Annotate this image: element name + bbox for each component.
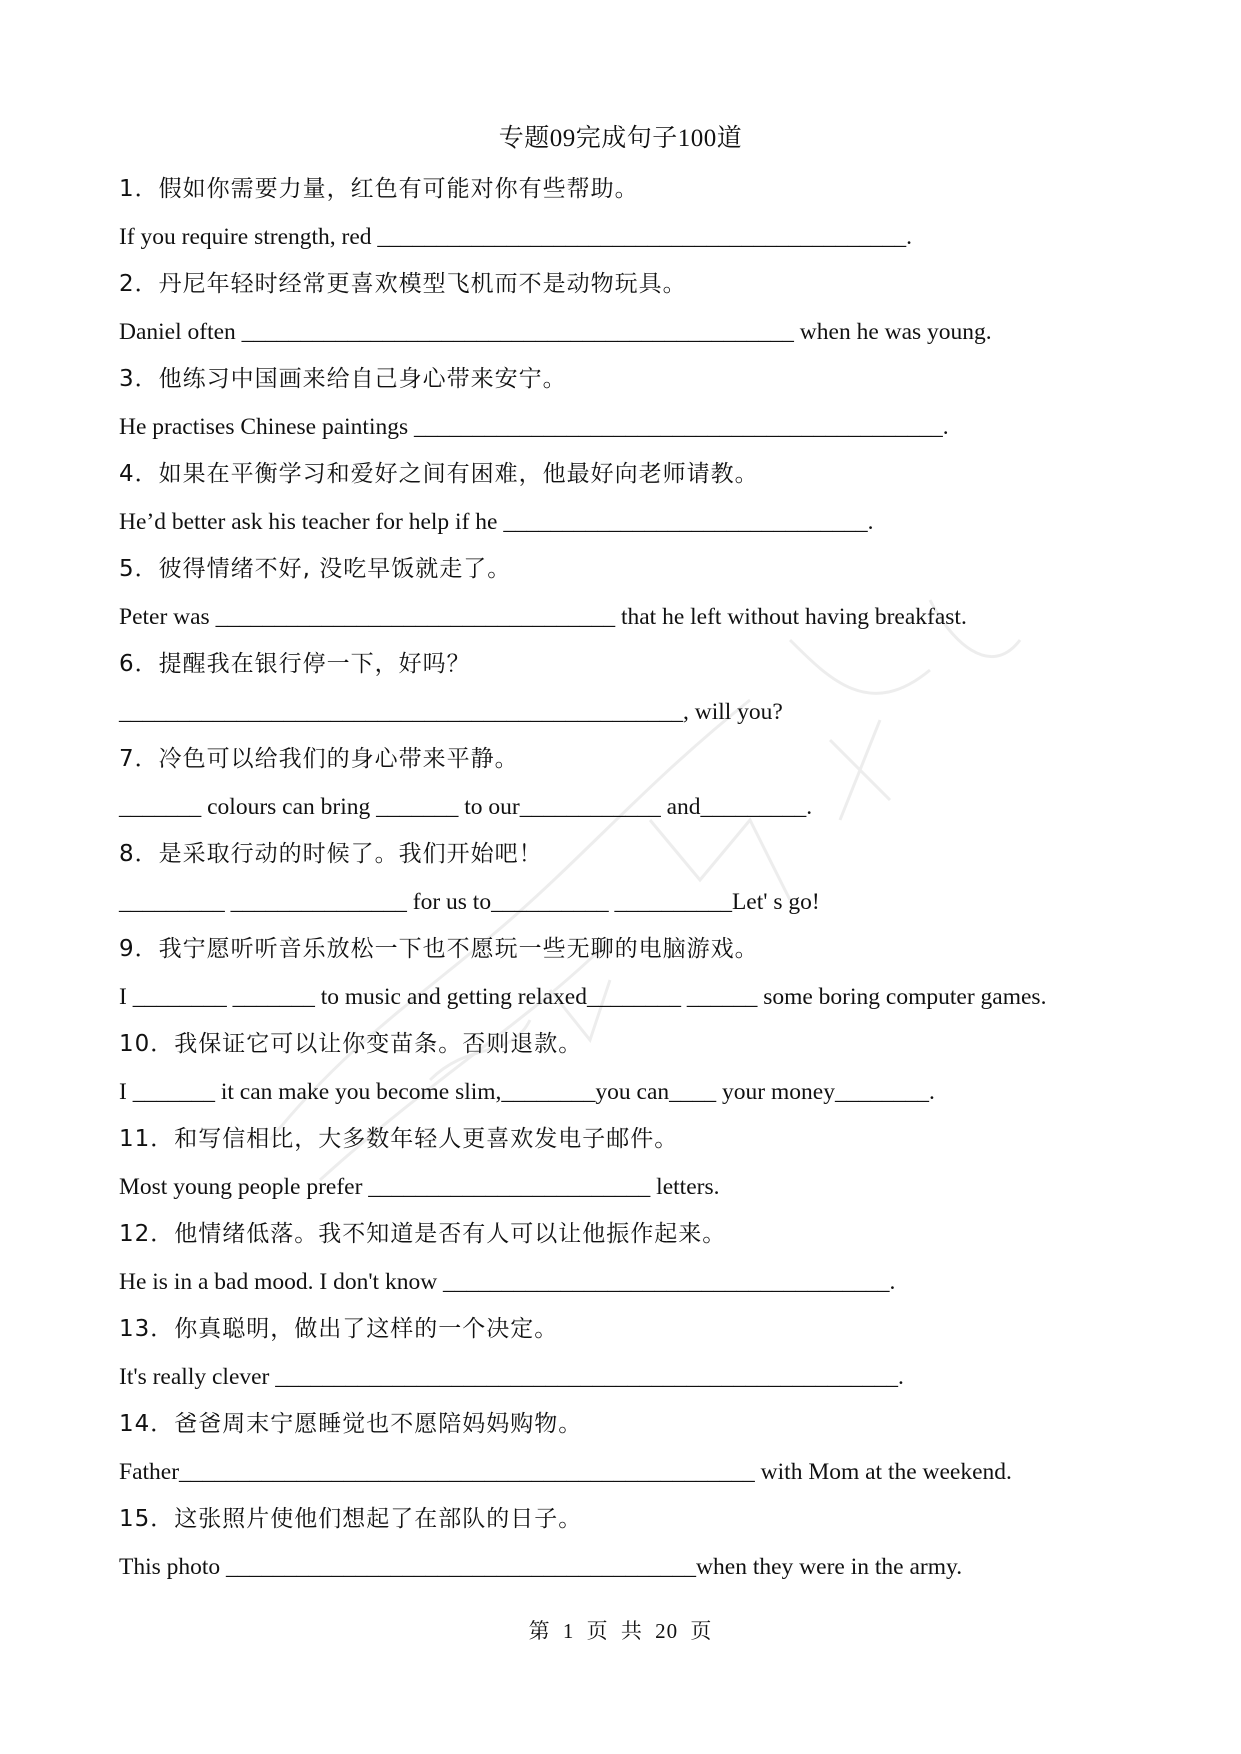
question-14 <box>119 1401 1139 1496</box>
question-prompt: 2．丹尼年轻时经常更喜欢模型飞机而不是动物玩具。 <box>119 271 687 297</box>
question-15 <box>119 1496 1139 1591</box>
answer-line: Daniel often _______________________________________________ when he was young. <box>119 319 992 345</box>
question-1 <box>119 166 1139 261</box>
answer-line: He is in a bad mood. I don't know ______________________________________. <box>119 1269 896 1295</box>
page-footer: 第 1 页 共 20 页 <box>528 1619 713 1643</box>
answer-line: He’d better ask his teacher for help if he _______________________________. <box>119 509 874 535</box>
answer-line: He practises Chinese paintings _____________________________________________. <box>119 414 949 440</box>
answer-line: It's really clever _____________________________________________________. <box>119 1364 904 1390</box>
question-3 <box>119 356 1139 451</box>
answer-line: I ________ _______ to music and getting relaxed________ ______ some boring computer games. <box>119 984 1047 1010</box>
answer-line: I _______ it can make you become slim,________you can____ your money________. <box>119 1079 935 1105</box>
question-2 <box>119 261 1139 356</box>
question-list <box>119 166 1139 1591</box>
question-prompt: 1．假如你需要力量，红色有可能对你有些帮助。 <box>119 176 639 202</box>
answer-line: _________ _______________ for us to__________ __________Let' s go! <box>119 889 820 915</box>
page-title: 专题09完成句子100道 <box>498 125 743 152</box>
question-7 <box>119 736 1139 831</box>
question-prompt: 7．冷色可以给我们的身心带来平静。 <box>119 746 519 772</box>
question-prompt: 13．你真聪明，做出了这样的一个决定。 <box>119 1316 559 1342</box>
question-prompt: 5．彼得情绪不好, 没吃早饭就走了。 <box>119 556 512 582</box>
question-prompt: 15．这张照片使他们想起了在部队的日子。 <box>119 1506 583 1532</box>
question-6 <box>119 641 1139 736</box>
question-prompt: 4．如果在平衡学习和爱好之间有困难，他最好向老师请教。 <box>119 461 759 487</box>
question-9 <box>119 926 1139 1021</box>
answer-line: _______ colours can bring _______ to our____________ and_________. <box>119 794 813 820</box>
answer-line: ________________________________________________, will you? <box>119 699 783 725</box>
question-prompt: 11．和写信相比，大多数年轻人更喜欢发电子邮件。 <box>119 1126 679 1152</box>
answer-line: If you require strength, red _____________________________________________. <box>119 224 913 250</box>
question-11 <box>119 1116 1139 1211</box>
question-10 <box>119 1021 1139 1116</box>
question-prompt: 9．我宁愿听听音乐放松一下也不愿玩一些无聊的电脑游戏。 <box>119 936 759 962</box>
question-prompt: 8．是采取行动的时候了。我们开始吧！ <box>119 841 543 867</box>
question-prompt: 14．爸爸周末宁愿睡觉也不愿陪妈妈购物。 <box>119 1411 583 1437</box>
question-8 <box>119 831 1139 926</box>
question-prompt: 12．他情绪低落。我不知道是否有人可以让他振作起来。 <box>119 1221 727 1247</box>
answer-line: This photo ________________________________________when they were in the army. <box>119 1554 963 1580</box>
question-prompt: 10．我保证它可以让你变苗条。否则退款。 <box>119 1031 583 1057</box>
answer-line: Father_________________________________________________ with Mom at the weekend. <box>119 1459 1012 1485</box>
question-4 <box>119 451 1139 546</box>
answer-line: Peter was __________________________________ that he left without having breakfast. <box>119 604 967 630</box>
question-prompt: 3．他练习中国画来给自己身心带来安宁。 <box>119 366 567 392</box>
question-13 <box>119 1306 1139 1401</box>
answer-line: Most young people prefer ________________________ letters. <box>119 1174 720 1200</box>
question-prompt: 6．提醒我在银行停一下，好吗？ <box>119 651 471 677</box>
question-5 <box>119 546 1139 641</box>
question-12 <box>119 1211 1139 1306</box>
